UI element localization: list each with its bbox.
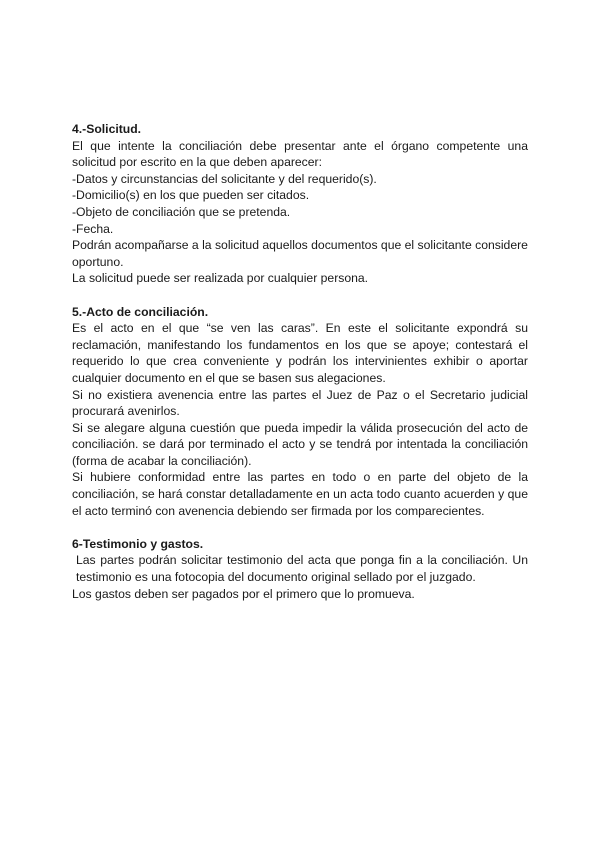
section-solicitud — [72, 121, 528, 287]
paragraph: Si hubiere conformidad entre las partes en todo o en parte del objeto de la conciliación, se hará constar detalladamente en un acta todo cuanto acuerden y que el acto terminó con avenencia debiendo ser firmada por los comparecientes. — [72, 470, 528, 518]
paragraph: Si no existiera avenencia entre las partes el Juez de Paz o el Secretario judicial procurará avenirlos. — [72, 387, 528, 419]
paragraph: Es el acto en el que “se ven las caras”. En este el solicitante expondrá su reclamación, manifestando los fundamentos en los que se apoye; contestará el requerido lo que crea conveniente y podrán los intervinientes exhibir o aportar cualquier documento en el que se basen sus alegaciones. — [72, 321, 528, 385]
document-page — [72, 121, 528, 619]
list-item: -Datos y circunstancias del solicitante y del requerido(s). — [72, 171, 377, 186]
paragraph: Los gastos deben ser pagados por el primero que lo promueva. — [72, 586, 415, 601]
section-acto-conciliacion — [72, 304, 528, 520]
paragraph: Las partes podrán solicitar testimonio del acta que ponga fin a la conciliación. Un testimonio es una fotocopia del documento original sellado por el juzgado. — [76, 553, 528, 585]
list-item: -Fecha. — [72, 221, 114, 236]
list-item: -Domicilio(s) en los que pueden ser citados. — [72, 188, 310, 203]
section-heading: 6-Testimonio y gastos. — [72, 536, 204, 551]
section-testimonio-gastos — [72, 536, 528, 602]
paragraph: Si se alegare alguna cuestión que pueda impedir la válida prosecución del acto de conciliación. se dará por terminado el acto y se tendrá por intentada la conciliación (forma de acabar la conciliación). — [72, 420, 528, 468]
paragraph: Podrán acompañarse a la solicitud aquellos documentos que el solicitante considere oportuno. — [72, 238, 528, 269]
paragraph: La solicitud puede ser realizada por cualquier persona. — [72, 271, 369, 286]
section-heading: 4.-Solicitud. — [72, 122, 142, 136]
list-item: -Objeto de conciliación que se pretenda. — [72, 204, 291, 219]
section-heading: 5.-Acto de conciliación. — [72, 304, 209, 319]
paragraph: El que intente la conciliación debe presentar ante el órgano competente una solicitud por escrito en la que deben aparecer: — [72, 138, 528, 170]
